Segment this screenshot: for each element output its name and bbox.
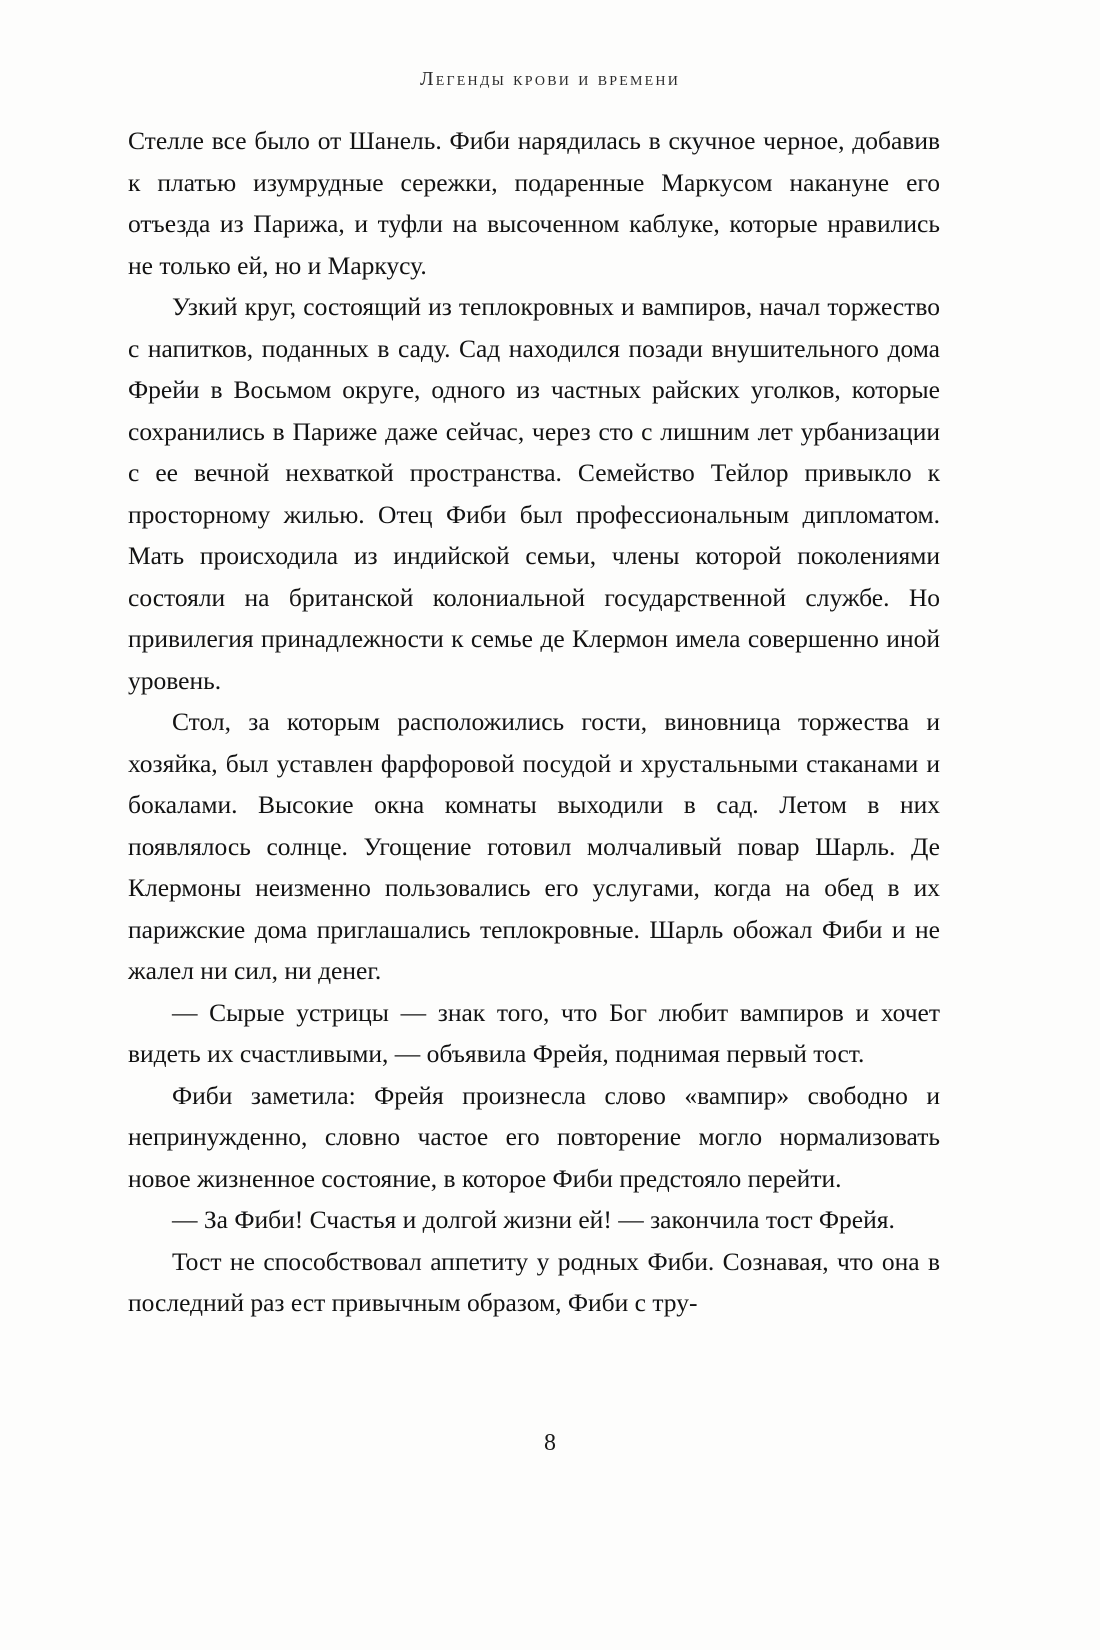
paragraph: Фиби заметила: Фрейя произнесла слово «вампир» свободно и непринужденно, словно частое его повторение могло нормализовать новое жизненное состояние, в которое Фиби предстояло перейти. xyxy=(128,1080,940,1193)
paragraph: Узкий круг, состоящий из теплокровных и вампиров, начал торжество с напитков, поданных в саду. Сад находился позади внушительного дома Фрейи в Восьмом округе, одного из частных райских уголков, которые сохранились в Париже даже сейчас, через сто с лишним лет урбанизации с ее вечной нехваткой пространства. Семейство Тейлор привыкло к просторному жилью. Отец Фиби был профессиональным дипломатом. Мать происходила из индийской семьи, члены которой поколениями состояли на британской колониальной государственной службе. Но привилегия принадлежности к семье де Клермон имела совершенно иной уровень. xyxy=(128,292,940,695)
paragraph: Стелле все было от Шанель. Фиби нарядилась в скучное черное, добавив к платью изумрудные сережки, подаренные Маркусом накануне его отъезда из Парижа, и туфли на высоченном каблуке, которые нравились не только ей, но и Маркусу. xyxy=(128,126,940,280)
paragraph: — За Фиби! Счастья и долгой жизни ей! — закончила тост Фрейя. xyxy=(172,1205,895,1234)
paragraph: Стол, за которым расположились гости, виновница торжества и хозяйка, был уставлен фарфоровой посудой и хрустальными стаканами и бокалами. Высокие окна комнаты выходили в сад. Летом в них появлялось солнце. Угощение готовил молчаливый повар Шарль. Де Клермоны неизменно пользовались его услугами, когда на обед в их парижские дома приглашались теплокровные. Шарль обожал Фиби и не жалел ни сил, ни денег. xyxy=(128,707,940,985)
body-text xyxy=(128,120,940,1324)
page-number: 8 xyxy=(544,1430,556,1456)
paragraph: — Сырые устрицы — знак того, что Бог любит вампиров и хочет видеть их счастливыми, — объявила Фрейя, поднимая первый тост. xyxy=(128,997,940,1068)
running-head: Легенды крови и времени xyxy=(419,68,681,90)
paragraph: Тост не способствовал аппетиту у родных Фиби. Сознавая, что она в последний раз ест привычным образом, Фиби с тру- xyxy=(128,1246,940,1317)
